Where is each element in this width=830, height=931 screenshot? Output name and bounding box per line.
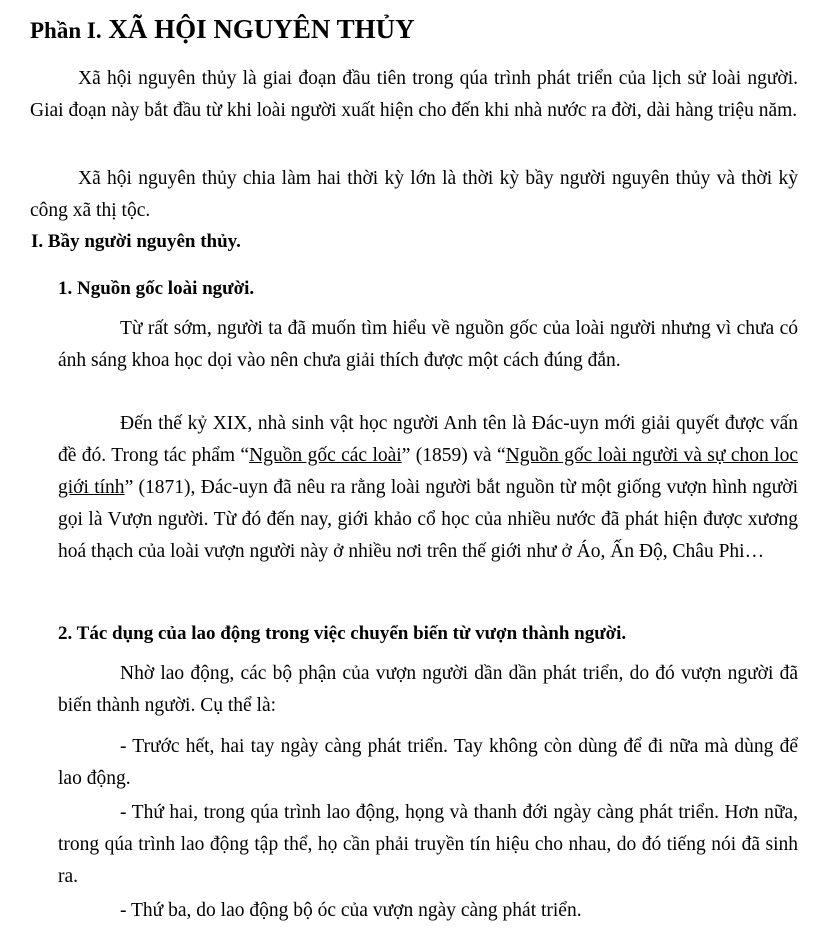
page-title <box>30 14 415 45</box>
labor-item-3: - Thứ ba, do lao động bộ óc của vượn ngày càng phát triển. <box>120 900 582 921</box>
labor-paragraph-1: Nhờ lao động, các bộ phận của vượn người dần dần phát triển, do đó vượn người đã biến thành người. Cụ thể là: <box>58 663 798 716</box>
intro-paragraph-2: Xã hội nguyên thủy chia làm hai thời kỳ lớn là thời kỳ bầy người nguyên thủy và thời kỳ công xã thị tộc. <box>30 168 798 221</box>
title-main: XÃ HỘI NGUYÊN THỦY <box>108 14 415 44</box>
origin-paragraph-1: Từ rất sớm, người ta đã muốn tìm hiểu về nguồn gốc của loài người nhưng vì chưa có ánh sáng khoa học dọi vào nên chưa giải thích được một cách đúng đắn. <box>58 318 798 371</box>
book-title-2: Nguồn gốc loài người và sự chon loc giới tính <box>58 445 798 498</box>
origin-text-1: Đến thế kỷ XIX, nhà sinh vật học người Anh tên là Đác-uyn mới giải quyết được vấn đề đó. Trong tác phẩm “ <box>58 413 798 466</box>
intro-paragraph-1: Xã hội nguyên thủy là giai đoạn đầu tiên trong qúa trình phát triển của lịch sử loài người. Giai đoạn này bắt đầu từ khi loài người xuất hiện cho đến khi nhà nước ra đời, dài hàng triệu năm. <box>30 68 798 121</box>
title-prefix: Phần I. <box>30 18 102 43</box>
subsection-heading-2: 2. Tác dụng của lao động trong việc chuyển biến từ vượn thành người. <box>58 623 627 644</box>
origin-text-3: ” (1871), Đác-uyn đã nêu ra rằng loài người bắt nguồn từ một giống vượn hình người gọi là Vượn người. Từ đó đến nay, giới khảo cổ học của nhiều nước đã phát hiện được xương hoá thạch của loài vượn người này ở nhiều nơi trên thế giới như ở Áo, Ấn Độ, Châu Phi… <box>58 477 798 562</box>
section-heading-1: I. Bầy người nguyên thủy. <box>31 231 241 252</box>
labor-item-1: - Trước hết, hai tay ngày càng phát triển. Tay không còn dùng để đi nữa mà dùng để lao động. <box>58 736 798 789</box>
origin-paragraph-2 <box>58 408 798 568</box>
subsection-heading-1: 1. Nguồn gốc loài người. <box>58 278 255 299</box>
book-title-1: Nguồn gốc các loài <box>249 445 402 466</box>
labor-item-2: - Thứ hai, trong qúa trình lao động, họng và thanh đới ngày càng phát triển. Hơn nữa, trong qúa trình lao động tập thể, họ cần phải truyền tín hiệu cho nhau, do đó tiếng nói đã sinh ra. <box>58 802 798 887</box>
origin-text-2: ” (1859) và “ <box>401 445 506 466</box>
